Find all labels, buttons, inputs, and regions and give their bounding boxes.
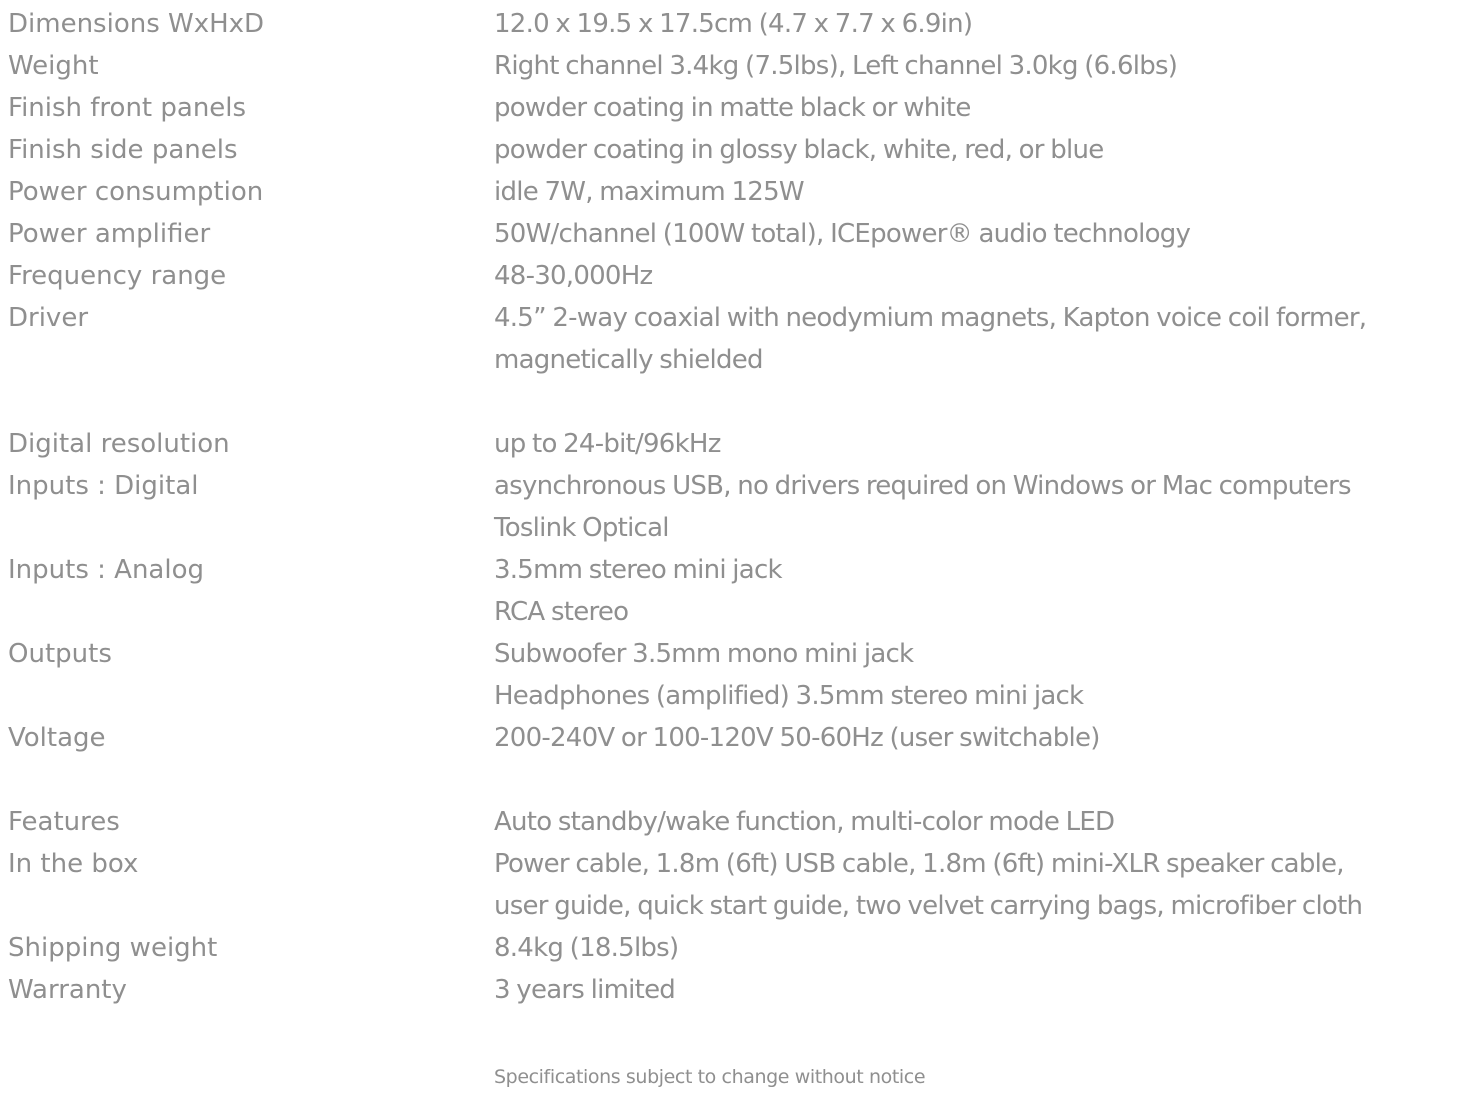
spec-value-line: Subwoofer 3.5mm mono mini jack [494,639,914,669]
spec-value-line: magnetically shielded [494,345,763,375]
spec-row [8,843,1468,927]
spec-label: Power amplifier [8,219,211,249]
spec-table [8,3,1468,1011]
spec-row [8,717,1468,759]
spec-label: Finish front panels [8,93,247,123]
spec-label: Power consumption [8,177,264,207]
spec-value [494,129,1468,171]
spec-value-line: Right channel 3.4kg (7.5lbs), Left channel 3.0kg (6.6lbs) [494,51,1178,81]
spec-value-line: up to 24-bit/96kHz [494,429,721,459]
spec-value-line: Power cable, 1.8m (6ft) USB cable, 1.8m (6ft) mini-XLR speaker cable, [494,849,1344,879]
spec-row [8,927,1468,969]
spec-value-line: powder coating in glossy black, white, red, or blue [494,135,1104,165]
spec-row [8,633,1468,717]
spec-label: Voltage [8,723,106,753]
spec-value [494,297,1468,381]
spec-row [8,801,1468,843]
spec-value [494,45,1468,87]
spec-value [494,717,1468,759]
spec-value-line: Auto standby/wake function, multi-color mode LED [494,807,1115,837]
spec-value [494,843,1468,927]
spec-value [494,255,1468,297]
spec-label: Driver [8,303,89,333]
spec-row [8,87,1468,129]
spec-value-line: 12.0 x 19.5 x 17.5cm (4.7 x 7.7 x 6.9in) [494,9,973,39]
spec-value-line: 48-30,000Hz [494,261,653,291]
spec-value [494,549,1468,633]
spec-row [8,423,1468,465]
spec-value-line: idle 7W, maximum 125W [494,177,804,207]
spec-label: Inputs : Digital [8,471,199,501]
spec-value [494,87,1468,129]
spec-label: Inputs : Analog [8,555,204,585]
spec-row [8,213,1468,255]
spec-value [494,423,1468,465]
spec-value [494,969,1468,1011]
spec-label: Frequency range [8,261,227,291]
spec-row [8,255,1468,297]
spec-value-line: Headphones (amplified) 3.5mm stereo mini jack [494,681,1084,711]
spec-value [494,465,1468,549]
spec-label: Digital resolution [8,429,230,459]
spec-row [8,45,1468,87]
spec-value-line: Toslink Optical [494,513,669,543]
spec-label: In the box [8,849,139,879]
spec-row [8,297,1468,381]
spec-value-line: 4.5” 2-way coaxial with neodymium magnets, Kapton voice coil former, [494,303,1367,333]
spec-value [494,633,1468,717]
spec-value [494,171,1468,213]
spec-row [8,129,1468,171]
spec-value [494,927,1468,969]
spec-label: Finish side panels [8,135,238,165]
spec-value-line: RCA stereo [494,597,629,627]
spec-row [8,549,1468,633]
spec-value-line: asynchronous USB, no drivers required on Windows or Mac computers [494,471,1351,501]
spec-label: Outputs [8,639,112,669]
spec-value-line: user guide, quick start guide, two velvet carrying bags, microfiber cloth [494,891,1363,921]
spec-value [494,801,1468,843]
spec-value [494,3,1468,45]
spec-row [8,465,1468,549]
footnote: Specifications subject to change without notice [494,1066,926,1088]
spec-label: Warranty [8,975,127,1005]
spec-label: Dimensions WxHxD [8,9,265,39]
spec-value-line: powder coating in matte black or white [494,93,971,123]
spec-row [8,969,1468,1011]
spec-value-line: 8.4kg (18.5lbs) [494,933,679,963]
spec-value-line: 50W/channel (100W total), ICEpower® audio technology [494,219,1191,249]
spec-row [8,3,1468,45]
spec-row [8,171,1468,213]
spec-value [494,213,1468,255]
spec-value-line: 3.5mm stereo mini jack [494,555,782,585]
spec-value-line: 200-240V or 100-120V 50-60Hz (user switchable) [494,723,1100,753]
spec-value-line: 3 years limited [494,975,676,1005]
spec-label: Shipping weight [8,933,218,963]
spec-label: Weight [8,51,99,81]
spec-label: Features [8,807,120,837]
